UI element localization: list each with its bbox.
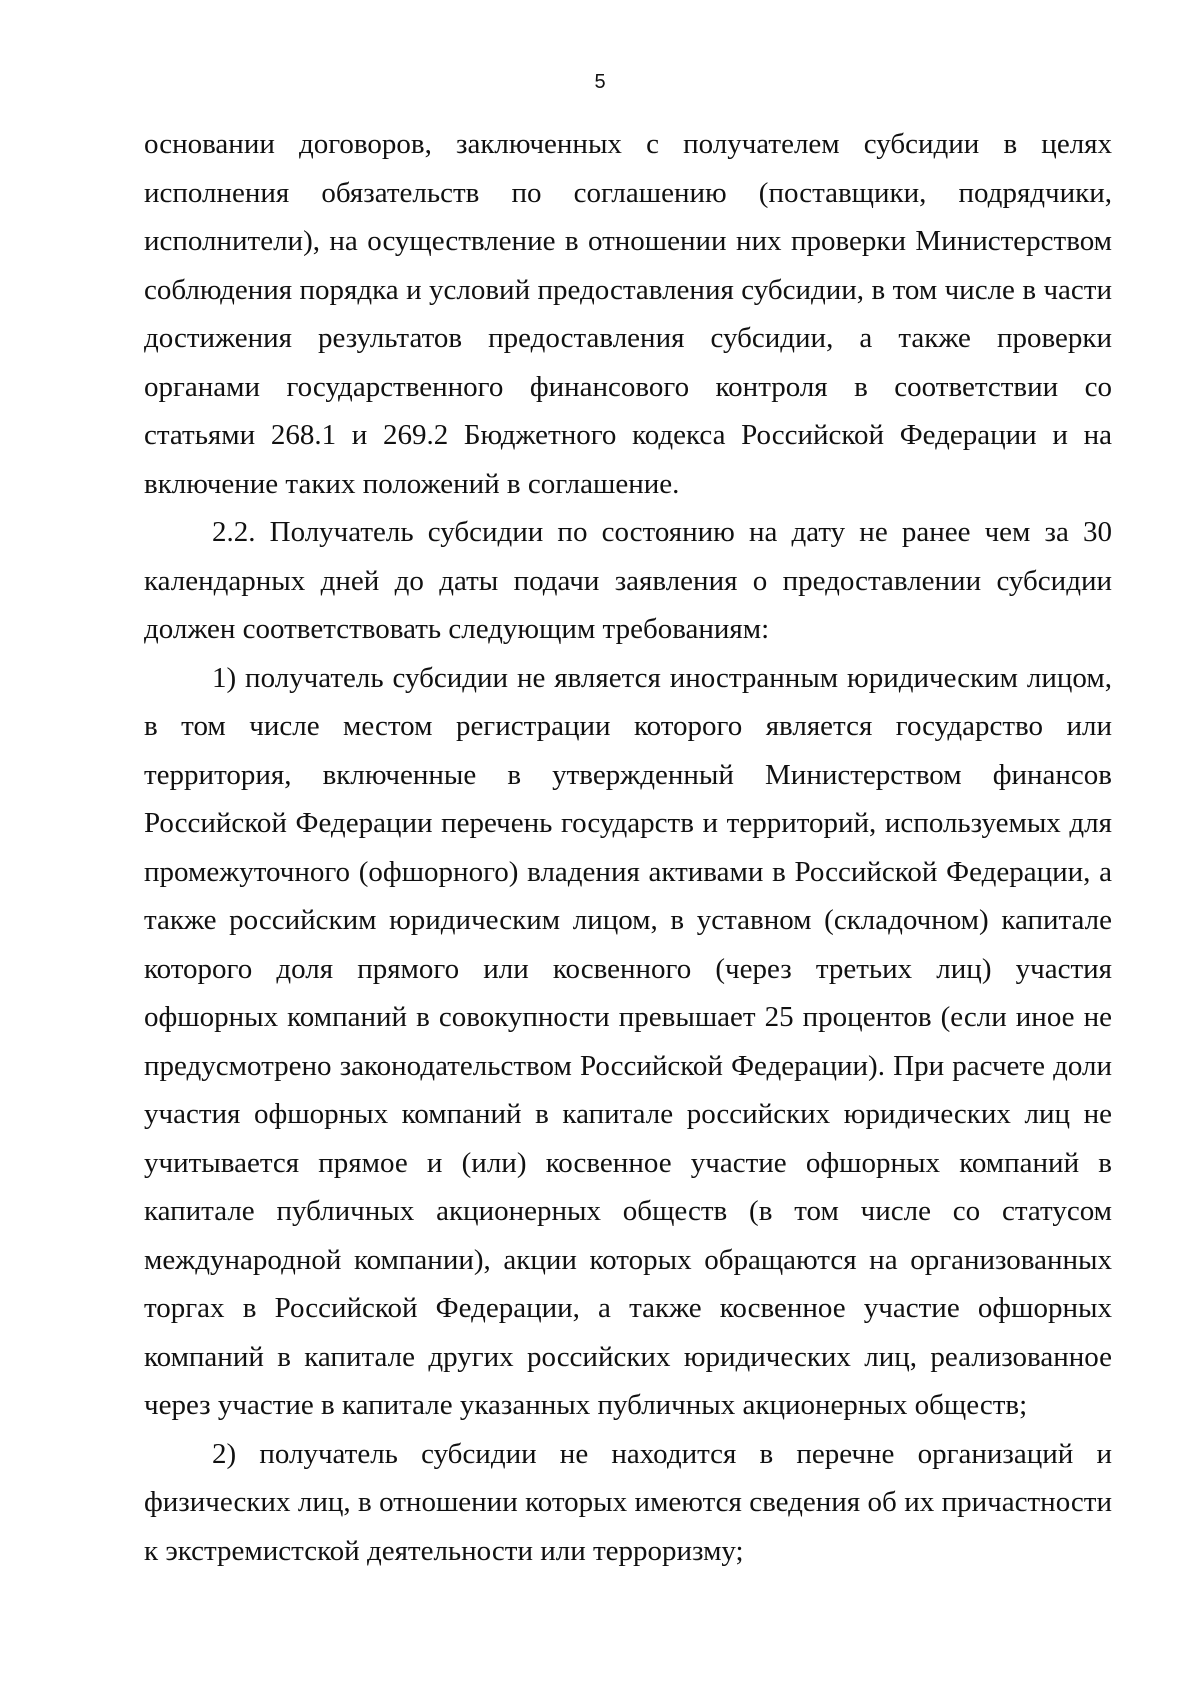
document-body	[144, 120, 1112, 1575]
paragraph-requirement-2: 2) получатель субсидии не находится в перечне организаций и физических лиц, в отношении которых имеются сведения об их причастности к экстремистской деятельности или терроризму;	[144, 1437, 1112, 1567]
paragraph-continuation: основании договоров, заключенных с получателем субсидии в целях исполнения обязательств по соглашению (поставщики, подрядчики, исполнители), на осуществление в отношении них проверки Министерством соблюдения порядка и условий предоставления субсидии, в том числе в части достижения результатов предоставления субсидии, а также проверки органами государственного финансового контроля в соответствии со статьями 268.1 и 269.2 Бюджетного кодекса Российской Федерации и на включение таких положений в соглашение.	[144, 128, 1112, 500]
paragraph-clause-2-2: 2.2. Получатель субсидии по состоянию на дату не ранее чем за 30 календарных дней до даты подачи заявления о предоставлении субсидии должен соответствовать следующим требованиям:	[144, 516, 1112, 645]
paragraph-requirement-1: 1) получатель субсидии не является иностранным юридическим лицом, в том числе местом регистрации которого является государство или территория, включенные в утвержденный Министерством финансов Российской Федерации перечень государств и территорий, используемых для промежуточного (офшорного) владения активами в Российской Федерации, а также российским юридическим лицом, в уставном (складочном) капитале которого доля прямого или косвенного (через третьих лиц) участия офшорных компаний в совокупности превышает 25 процентов (если иное не предусмотрено законодательством Российской Федерации). При расчете доли участия офшорных компаний в капитале российских юридических лиц не учитывается прямое и (или) косвенное участие офшорных компаний в капитале публичных акционерных обществ (в том числе со статусом международной компании), акции которых обращаются на организованных торгах в Российской Федерации, а также косвенное участие офшорных компаний в капитале других российских юридических лиц, реализованное через участие в капитале указанных публичных акционерных обществ;	[144, 661, 1112, 1421]
page-number: 5	[594, 71, 606, 93]
